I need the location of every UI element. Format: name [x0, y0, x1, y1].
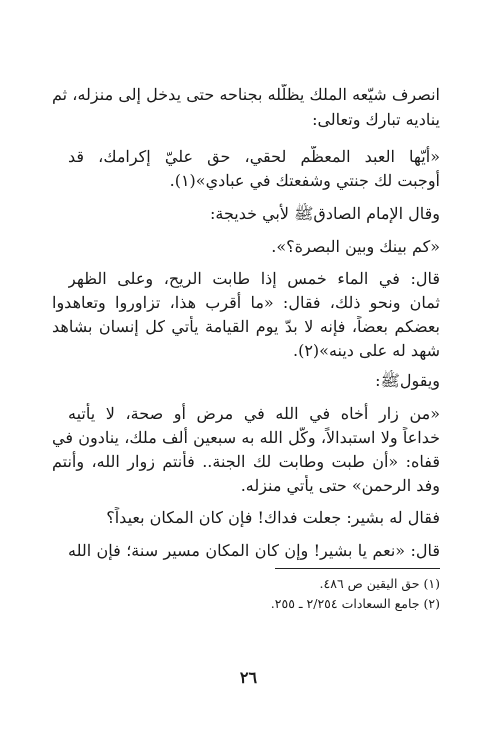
footnote: (٢) جامع السعادات ٢/٢٥٤ ـ ٢٥٥. [270, 596, 440, 611]
footnote-divider [275, 568, 440, 569]
text-line: شهد له على دينه»(٢). [292, 341, 440, 360]
text-line: قال: «نعم يا بشير! وإن كان المكان مسير سنة؛ فإن الله [68, 541, 440, 560]
text-line: «من زار أخاه في الله في مرض أو صحة، لا يأتيه [68, 404, 440, 423]
text-line: «أيّها العبد المعظّم لحقي، حق عليّ إكرامك، قد [68, 147, 440, 166]
text-line: فقال له بشير: جعلت فداك! فإن كان المكان بعيداً؟ [106, 508, 440, 527]
text-line: أوجبت لك جنتي وشفعتك في عبادي»(١). [169, 171, 440, 190]
text-line: انصرف شيّعه الملك يظلّله بجناحه حتى يدخل إلى منزله، ثم [52, 85, 440, 104]
text-line: يناديه تبارك وتعالى: [312, 110, 440, 129]
footnote: (١) حق اليقين ص ٤٨٦. [319, 576, 440, 591]
text-line: ثمان ونحو ذلك، فقال: «ما أقرب هذا، تزاوروا وتعاهدوا [52, 293, 440, 312]
text-line: خداعاً ولا استبدالاً، وكّل الله به سبعين ألف ملك، ينادون في [52, 428, 440, 447]
text-line: «كم بينك وبين البصرة؟». [271, 237, 440, 256]
text-line: قفاه: «أن طبت وطابت لك الجنة.. فأنتم زوار الله، وأنتم [52, 452, 440, 471]
text-line: وفد الرحمن» حتى يأتي منزله. [240, 476, 440, 495]
text-line: ويقولﷺ: [375, 371, 440, 390]
page-number: ٢٦ [239, 668, 258, 687]
text-line: قال: في الماء خمس إذا طابت الريح، وعلى الظهر [68, 269, 440, 288]
text-line: بعضكم بعضاً، فإنه لا بدّ يوم القيامة يأتي كل إنسان بشاهد [52, 317, 440, 336]
text-line: وقال الإمام الصادقﷺ لأبي خديجة: [209, 204, 440, 223]
